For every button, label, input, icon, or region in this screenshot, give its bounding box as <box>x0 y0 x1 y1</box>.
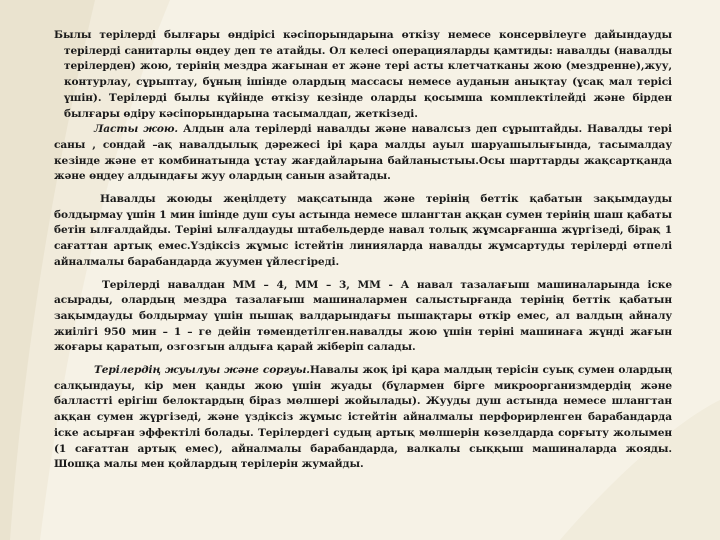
paragraph-2-text: Алдын ала терiлердi навалды және навалсыз деп сұрыптайды. Навалды терi саны , сондай –ақ навалдылық дәрежесi iрi қара малды ауыл шаруашылығында, тасымалдау кезiнде және ет комбинатында ұстау жағдайларына байланыстыы.Осы шарттарды жақсартқанда және өңдеу алдындағы жуу олардың санын азайтады. <box>54 123 672 183</box>
paragraph-4-text: Терiлердi навалдан ММ – 4, ММ – 3, ММ - А навал тазалағыш машиналарында iске асырады, олардың мездра тазалағыш машиналармен салыстырғанда терiнiң беттiк қабатын зақымдауды болдырмау үшiн пышақ валдарындағы пышақтары өткiр емес, ал валдың айналу жиiлiгi 950 мин – 1 – ге дейiн төмендетiлген.навалды жою үшiн терiнi машинаға жүндi жағын жоғары қаратып, озгозгын алдыға қарай жiберiп салады. <box>54 278 672 354</box>
paragraph-4 <box>54 278 672 357</box>
paragraph-5-lead: Терiлердiң жуылуы және сорғуы. <box>94 364 310 377</box>
paragraph-2-lead: Ласты жою. <box>94 123 178 136</box>
paragraph-2 <box>54 122 672 185</box>
paragraph-1 <box>54 28 672 122</box>
paragraph-3-text: Навалды жоюды жеңiлдету мақсатында және терiнiң беттiк қабатын зақымдауды болдырмау үшiн 1 мин iшiнде душ суы астында немесе шлангтан аққан сумен терiнiң шаш қабаты бетiн ылғалдайды. Терiнi ылғалдауды штабельдерде навал толық жұмсарғанша жүргiзедi, бiрақ 1 сағаттан артық емес.Үздiксiз жұмыс iстейтiн линияларда навалды жұмсартуды терiлердi өтпелi айналмалы барабандарда жуумен үйлесгiредi. <box>54 193 672 268</box>
paragraph-5-text: Навалы жоқ iрi қара малдың терiсiн суық сумен олардың салқындауы, кiр мен қанды жою үшiн жуады (бұлармен бiрге микроорганизмдердiң және балласттi ерiгiш белоктардың бiраз мөлшерi жойылады). Жууды душ астында немесе шлангтан аққан сумен жүргiзедi, және үздiксiз жұмыс iстейтiн айналмалы перфорирленген барабандарда iске асырған эффектiлi болады. Терiлердегi судың артық мөлшерiн көзелдарда сорғыту жолымен (1 сағаттан артық емес), айналмалы барабандарда, валкалы сыққыш машиналарда жояды. Шошқа малы мен қойлардың терiлерiн жумайды. <box>54 364 673 471</box>
paragraph-5 <box>54 363 672 473</box>
paragraph-1-text: Былы терiлердi былғары өндiрiсi кәсiпорындарына өткiзу немесе консервiлеуге дайындауды терiлердi санитарлы өңдеу деп те атайды. Ол келесi операцияларды қамтиды: навалды (навалды терiлерден) жою, терiнiң мездра жағынан ет және терi асты клетчатканы жою (мездренне),жуу, контурлау, сұрыптау, бұның iшiнде олардың массасы немесе ауданын анықтау (ұсақ мал терiсi үшiн). Терiлердi былы күйiнде өткiзу кезiнде оларды қосымша комплектiлейдi және бiрден былғары өдiру кәсiпорындарына тасымалдап, жеткiзедi. <box>54 29 672 120</box>
document-body <box>54 28 672 473</box>
paragraph-3 <box>54 192 672 271</box>
